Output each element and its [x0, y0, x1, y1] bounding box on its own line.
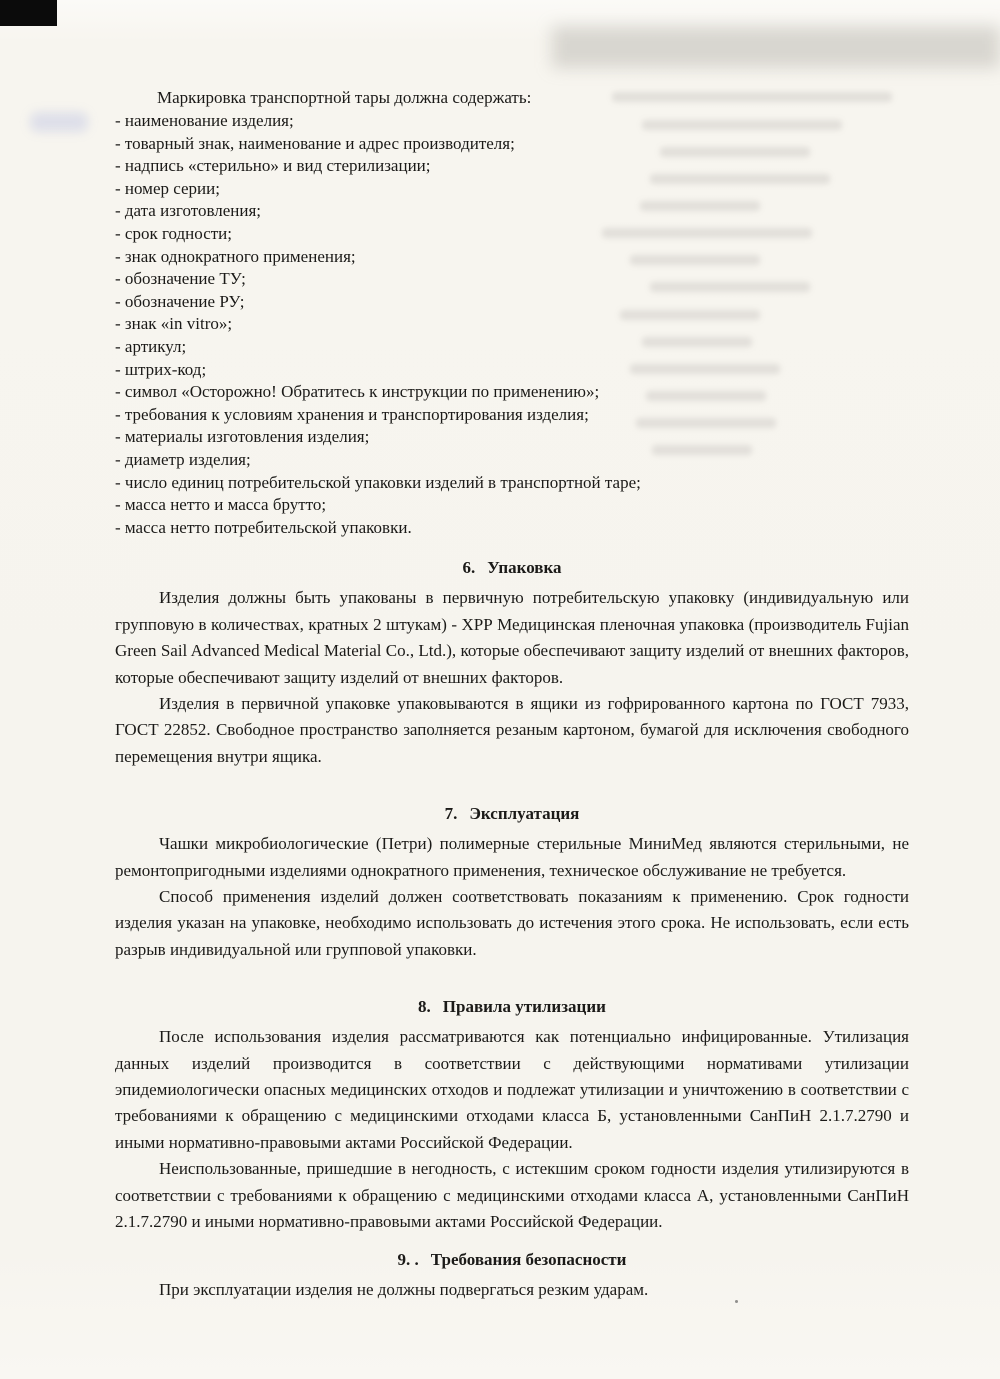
list-item: - обозначение РУ;	[115, 291, 245, 311]
section-number: 6.	[462, 558, 476, 578]
section-title: Правила утилизации	[442, 997, 606, 1017]
section-number: 8.	[418, 997, 431, 1017]
list-item: - диаметр изделия;	[115, 449, 251, 469]
paragraph: Неиспользованные, пришедшие в негодность, с истекшим сроком годности изделия утилизируются в соответствии с требованиями к обращению с медицинскими отходами класса А, установленными СанПиН 2.1.7.2790 и иными нормативно-правовыми актами Российской Федерации.	[115, 1159, 909, 1231]
section-heading-operation	[115, 802, 909, 826]
section-title: Упаковка	[487, 558, 562, 578]
marking-intro: Маркировка транспортной тары должна содержать:	[157, 88, 532, 107]
paragraph: Изделия должны быть упакованы в первичную потребительскую упаковку (индивидуальную или групповую в количествах, кратных 2 штукам) - ХРР Медицинская пленочная упаковка (производитель Fujian Green Sail Advanced Medical Material Co., Ltd.), которые обеспечивают защиту изделий от внешних факторов, которые обеспечивают защиту изделий от внешних факторов.	[115, 588, 909, 687]
section-number: 7.	[444, 804, 458, 824]
list-item: - материалы изготовления изделия;	[115, 427, 370, 447]
paragraph: После использования изделия рассматриваются как потенциально инфицированные. Утилизация данных изделий производится в соответствии с действующими нормативами утилизации эпидемиологически опасных медицинских отходов и подлежат утилизации и уничтожению в соответствии с требованиями к обращению с медицинскими отходами класса Б, установленными СанПиН 2.1.7.2790 и иными нормативно-правовыми актами Российской Федерации.	[115, 1027, 909, 1152]
section-title: Эксплуатация	[469, 804, 580, 824]
scanned-document-page	[115, 86, 909, 1304]
paragraph: Изделия в первичной упаковке упаковываются в ящики из гофрированного картона по ГОСТ 7933, ГОСТ 22852. Свободное пространство заполняется резаным картоном, бумагой для исключения свободного перемещения внутри ящика.	[115, 693, 909, 766]
list-item: - срок годности;	[115, 223, 232, 243]
section-heading-safety	[115, 1248, 909, 1272]
list-item: - знак «in vitro»;	[115, 314, 233, 334]
list-item: - штрих-код;	[115, 359, 207, 379]
section-title: Требования безопасности	[430, 1250, 627, 1270]
marking-requirements-list	[115, 110, 909, 539]
list-item: - артикул;	[115, 336, 187, 356]
section-heading-packaging	[115, 556, 909, 580]
list-item: - товарный знак, наименование и адрес производителя;	[115, 133, 515, 153]
list-item: - номер серии;	[115, 178, 220, 198]
paragraph: Способ применения изделий должен соответствовать показаниям к применению. Срок годности изделия указан на упаковке, необходимо использовать до истечения этого срока. Не использовать, если есть разрыв индивидуальной или групповой упаковки.	[115, 886, 909, 959]
list-item: - символ «Осторожно! Обратитесь к инструкции по применению»;	[115, 382, 600, 402]
paragraph: При эксплуатации изделия не должны подвергаться резким ударам.	[159, 1280, 649, 1300]
list-item: - дата изготовления;	[115, 201, 262, 221]
scan-ink-smudge	[30, 112, 88, 132]
section-heading-disposal	[115, 995, 909, 1019]
paragraph: Чашки микробиологические (Петри) полимерные стерильные МиниМед являются стерильными, не ремонтопригодными изделиями однократного применения, техническое обслуживание не требуется.	[115, 834, 909, 880]
list-item: - число единиц потребительской упаковки изделий в транспортной таре;	[115, 472, 641, 492]
scan-smudge-artifact	[552, 26, 1000, 68]
list-item: - знак однократного применения;	[115, 246, 356, 266]
list-item: - требования к условиям хранения и транспортирования изделия;	[115, 404, 589, 424]
list-item: - масса нетто и масса брутто;	[115, 495, 327, 515]
list-item: - масса нетто потребительской упаковки.	[115, 517, 412, 537]
section-number: 9. .	[397, 1250, 419, 1270]
list-item: - наименование изделия;	[115, 111, 294, 130]
list-item: - обозначение ТУ;	[115, 269, 246, 289]
scan-corner-mark	[0, 0, 57, 26]
list-item: - надпись «стерильно» и вид стерилизации;	[115, 156, 431, 176]
